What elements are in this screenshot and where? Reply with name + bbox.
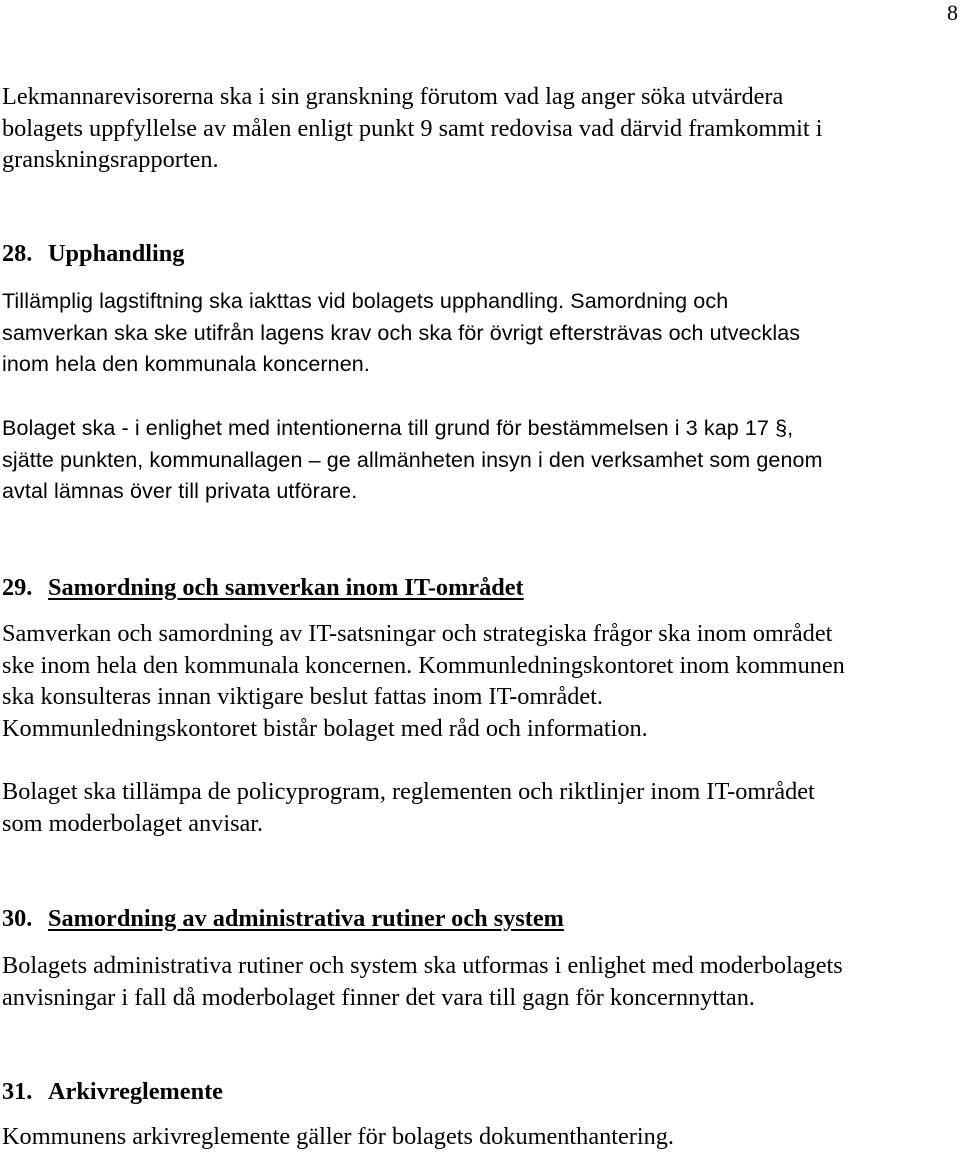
section-title: Samordning och samverkan inom IT-området: [48, 574, 524, 601]
text-line: Bolagets administrativa rutiner och system ska utformas i enlighet med moderbolagets: [2, 952, 843, 979]
text-line: bolagets uppfyllelse av målen enligt punkt 9 samt redovisa vad därvid framkommit i: [2, 114, 823, 142]
section-title: Arkivreglemente: [48, 1078, 223, 1105]
text-line: granskningsrapporten.: [2, 146, 219, 173]
section-29-paragraph-2: [2, 776, 960, 839]
text-line: som moderbolaget anvisar.: [2, 809, 264, 837]
text-line: Lekmannarevisorerna ska i sin granskning förutom vad lag anger söka utvärdera: [2, 83, 784, 110]
text-line: Bolaget ska - i enlighet med intentionerna till grund för bestämmelsen i 3 kap 17 §,: [2, 416, 794, 440]
text-line: avtal lämnas över till privata utförare.: [2, 479, 358, 503]
text-line: sjätte punkten, kommunallagen – ge allmänheten insyn i den verksamhet som genom: [2, 447, 823, 472]
section-number: 29.: [2, 574, 33, 601]
text-line: Bolaget ska tillämpa de policyprogram, reglementen och riktlinjer inom IT-området: [2, 778, 815, 805]
section-28-heading: [2, 238, 184, 270]
section-title: Samordning av administrativa rutiner och system: [48, 905, 564, 932]
section-29-paragraph-1: [2, 618, 960, 744]
section-number: 31.: [2, 1078, 33, 1105]
page-number: 8: [947, 0, 958, 25]
section-number: 28.: [2, 240, 33, 267]
section-31-paragraph-1: [2, 1121, 960, 1153]
text-line: Kommunledningskontoret bistår bolaget med råd och information.: [2, 714, 648, 742]
section-number: 30.: [2, 905, 33, 932]
section-title: Upphandling: [48, 240, 185, 267]
text-line: Tillämplig lagstiftning ska iakttas vid bolagets upphandling. Samordning och: [2, 289, 729, 313]
section-28-paragraph-2: [2, 413, 960, 508]
intro-paragraph: [2, 81, 960, 176]
section-31-heading: [2, 1076, 223, 1108]
text-line: inom hela den kommunala koncernen.: [2, 352, 370, 376]
text-line: Samverkan och samordning av IT-satsningar och strategiska frågor ska inom området: [2, 620, 833, 647]
text-line: Kommunens arkivreglemente gäller för bolagets dokumenthantering.: [2, 1123, 675, 1150]
text-line: anvisningar i fall då moderbolaget finner det vara till gagn för koncernnyttan.: [2, 983, 755, 1011]
section-30-heading: [2, 903, 564, 935]
text-line: ske inom hela den kommunala koncernen. Kommunledningskontoret inom kommunen: [2, 651, 845, 679]
section-30-paragraph-1: [2, 950, 960, 1013]
section-28-paragraph-1: [2, 286, 960, 381]
section-29-heading: [2, 572, 524, 604]
text-line: samverkan ska ske utifrån lagens krav och ska för övrigt eftersträvas och utvecklas: [2, 320, 801, 345]
text-line: ska konsulteras innan viktigare beslut fattas inom IT-området.: [2, 683, 603, 710]
